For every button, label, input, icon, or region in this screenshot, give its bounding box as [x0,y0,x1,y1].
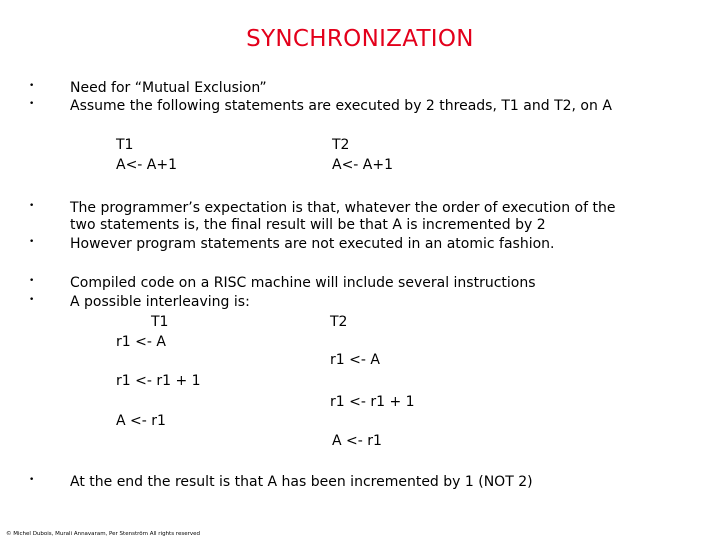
bullet-text-continuation: two statements is, the final result will be that A is incremented by 2 [70,217,546,233]
interleave-t2-step: A <- r1 [332,433,382,449]
bullet-icon: • [29,276,35,286]
bullet-icon: • [29,99,35,109]
interleave-t1-step: r1 <- r1 + 1 [116,373,201,389]
bullet-icon: • [29,201,35,211]
interleave-t2-step: r1 <- A [330,352,380,368]
bullet-text: At the end the result is that A has been incremented by 1 (NOT 2) [70,474,533,490]
thread-t1-header: T1 [116,137,134,153]
bullet-text: The programmer’s expectation is that, whatever the order of execution of the [70,200,616,216]
copyright-footer: © Michel Dubois, Murali Annavaram, Per Stenström All rights reserved [6,531,200,537]
interleave-t1-step: r1 <- A [116,334,166,350]
bullet-text: Need for “Mutual Exclusion” [70,80,267,96]
bullet-text: Compiled code on a RISC machine will include several instructions [70,275,536,291]
thread-t2-statement: A<- A+1 [332,157,394,173]
bullet-icon: • [29,237,35,247]
bullet-text: Assume the following statements are executed by 2 threads, T1 and T2, on A [70,98,612,114]
bullet-icon: • [29,81,35,91]
interleave-t2-step: r1 <- r1 + 1 [330,394,415,410]
bullet-icon: • [29,475,35,485]
slide-title: SYNCHRONIZATION [246,26,474,52]
interleave-t1-step: A <- r1 [116,413,166,429]
interleave-t1-header: T1 [151,314,169,330]
bullet-icon: • [29,295,35,305]
thread-t1-statement: A<- A+1 [116,157,178,173]
bullet-text: A possible interleaving is: [70,294,250,310]
interleave-t2-header: T2 [330,314,348,330]
bullet-text: However program statements are not executed in an atomic fashion. [70,236,555,252]
thread-t2-header: T2 [332,137,350,153]
